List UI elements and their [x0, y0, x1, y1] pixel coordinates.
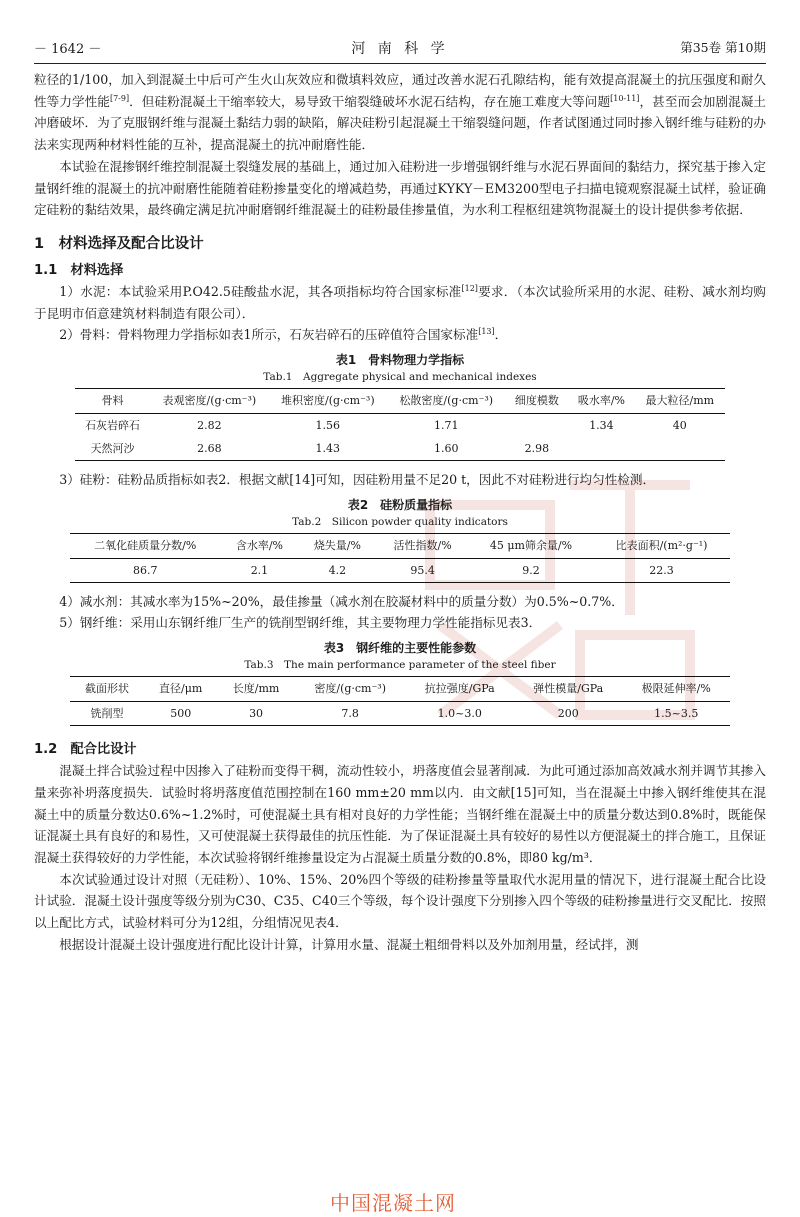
table-3-caption: 表3 钢纤维的主要性能参数 — [323, 641, 477, 656]
table-cell: 天然河沙 — [75, 437, 150, 461]
table-header: 截面形状 — [70, 677, 144, 702]
materials-aggregate: 2）骨料：骨料物理力学指标如表1所示，石灰岩碎石的压碎值符合国家标准[13]． — [59, 327, 508, 343]
table-header: 45 μm筛余量/% — [469, 533, 593, 558]
table-cell — [568, 437, 634, 461]
table-3 — [70, 676, 730, 726]
table-1-block — [34, 351, 766, 461]
table-1 — [75, 388, 725, 461]
table-cell: 1.0~3.0 — [406, 702, 514, 726]
table-cell: 4.2 — [298, 558, 376, 582]
table-cell: 86.7 — [70, 558, 220, 582]
table-row — [75, 437, 725, 461]
table-2-block — [34, 496, 766, 583]
table-2-caption-en: Tab.2 Silicon powder quality indicators — [292, 515, 508, 528]
mix-design-paragraph-1: 混凝土拌合试验过程中因掺入了硅粉而变得干稠，流动性较小，坍落度值会显著削减．为此可通过添加高效减水剂并调节其掺入量来弥补坍落度损失．试验时将坍落度值范围控制在160 mm±20 mm以内．由文献[15]可知，当在混凝土中掺入钢纤维使其在混凝土中的质量分数达0.6%~1.2%时，可使混凝土具有相对良好的力学性能；当钢纤维在混凝土中的质量分数达到0.8%时，既能保证混凝土具有良好的和易性，又可使混凝土获得最佳的抗压性能．为了保证混凝土具有较好的易性以方便混凝土的拌合施工，且保证混凝土获得较好的力学性能，本次试验将钢纤维掺量设定为占混凝土质量分数的0.8%，即80 kg/m³． — [34, 763, 766, 865]
table-cell: 1.34 — [589, 419, 614, 433]
table-cell: 1.5~3.5 — [623, 702, 731, 726]
table-cell: 200 — [514, 702, 622, 726]
materials-cement: 1）水泥：本试验采用P.O42.5硅酸盐水泥，其各项指标均符合国家标准[12]要求．（本次试验所采用的水泥、硅粉、减水剂均购于昆明市佰意建筑材料制造有限公司）． — [34, 283, 766, 321]
running-header — [34, 38, 766, 60]
table-cell: 500 — [144, 702, 217, 726]
table-row — [75, 414, 725, 438]
table-header: 骨料 — [75, 389, 150, 414]
header-rule — [34, 63, 766, 64]
table-header: 松散密度/(g·cm⁻³) — [387, 389, 505, 414]
table-header: 最大粒径/mm — [635, 389, 725, 414]
table-header: 直径/μm — [144, 677, 217, 702]
table-cell: 22.3 — [593, 558, 730, 582]
table-cell: 9.2 — [469, 558, 593, 582]
table-header: 极限延伸率/% — [623, 677, 731, 702]
table-row — [70, 702, 730, 726]
table-header: 烧失量/% — [298, 533, 376, 558]
section-heading-1-2: 1.2 配合比设计 — [34, 742, 137, 758]
table-cell: 95.4 — [376, 558, 468, 582]
table-cell: 30 — [217, 702, 295, 726]
table-header: 二氧化硅质量分数/% — [70, 533, 220, 558]
table-3-block — [34, 639, 766, 726]
table-header: 表观密度/(g·cm⁻³) — [150, 389, 268, 414]
table-cell: 1.60 — [387, 437, 505, 461]
table-cell: 石灰岩碎石 — [85, 419, 141, 433]
table-cell: 2.1 — [220, 558, 298, 582]
table-header: 吸水率/% — [568, 389, 634, 414]
section-heading-1: 1 材料选择及配合比设计 — [34, 235, 204, 252]
table-header: 堆积密度/(g·cm⁻³) — [269, 389, 387, 414]
table-cell: 1.56 — [315, 419, 341, 433]
materials-silica-fume: 3）硅粉：硅粉品质指标如表2．根据文献[14]可知，因硅粉用量不足20 t，因此不对硅粉进行均匀性检测． — [59, 472, 656, 488]
mix-design-paragraph-3: 根据设计混凝土设计强度进行配比设计计算，计算用水量、混凝土粗细骨料以及外加剂用量，经试拌，测 — [59, 936, 639, 952]
section-heading-1-1: 1.1 材料选择 — [34, 262, 124, 278]
mix-design-paragraph-2: 本次试验通过设计对照（无硅粉）、10%、15%、20%四个等级的硅粉掺量等量取代水泥用量的情况下，进行混凝土配合比设计试验．混凝土设计强度等级分别为C30、C35、C40三个等级，每个设计强度下分别掺入四个等级的硅粉掺量进行交叉配比．按照以上配比方式，试验材料可分为12组，分组情况见表4． — [34, 871, 766, 931]
journal-name: 河 南 科 学 — [351, 41, 449, 57]
table-cell: 铣削型 — [70, 702, 144, 726]
article-body — [34, 69, 766, 955]
table-cell: 2.98 — [505, 437, 568, 461]
intro-paragraph-1: 粒径的1/100，加入到混凝土中后可产生火山灰效应和微填料效应，通过改善水泥石孔隙结构，能有效提高混凝土的抗压强度和耐久性等力学性能[7-9]．但硅粉混凝土干缩率较大，易导致干缩裂缝破坏水泥石结构，存在施工难度大等问题[10-11]，甚至而会加剧混凝土冲磨破坏．为了克服钢纤维与混凝土黏结力弱的缺陷，解决硅粉引起混凝土干缩裂缝问题，作者试图通过同时掺入钢纤维与硅粉的办法来实现两种材料性能的互补，提高混凝土的抗冲耐磨性能． — [34, 72, 767, 153]
table-header: 活性指数/% — [376, 533, 468, 558]
table-2-caption: 表2 硅粉质量指标 — [347, 497, 453, 512]
table-header: 密度/(g·cm⁻³) — [295, 677, 406, 702]
volume-issue: 第35卷 第10期 — [680, 40, 766, 55]
table-header: 长度/mm — [217, 677, 295, 702]
table-header: 弹性模量/GPa — [514, 677, 622, 702]
site-watermark: 中国混凝土网 — [330, 1191, 456, 1215]
table-1-caption-en: Tab.1 Aggregate physical and mechanical indexes — [263, 371, 537, 384]
table-header: 含水率/% — [220, 533, 298, 558]
table-header: 细度模数 — [505, 389, 568, 414]
table-cell: 7.8 — [295, 702, 406, 726]
table-cell: 2.82 — [197, 419, 222, 433]
table-cell — [505, 414, 568, 438]
table-row — [70, 558, 730, 582]
page-number: － 1642 － — [34, 42, 102, 57]
table-cell: 2.68 — [150, 437, 268, 461]
table-2 — [70, 533, 730, 583]
table-cell: 1.71 — [434, 419, 459, 433]
table-1-caption: 表1 骨料物理力学指标 — [335, 353, 465, 368]
table-header: 抗拉强度/GPa — [406, 677, 514, 702]
table-3-caption-en: Tab.3 The main performance parameter of the steel fiber — [244, 659, 556, 672]
table-cell: 1.43 — [269, 437, 387, 461]
table-cell — [635, 437, 725, 461]
table-cell: 40 — [672, 419, 687, 433]
materials-steel-fiber: 5）钢纤维：采用山东钢纤维厂生产的铣削型钢纤维，其主要物理力学性能指标见表3． — [59, 615, 542, 631]
intro-paragraph-2: 本试验在混掺钢纤维控制混凝土裂缝发展的基础上，通过加入硅粉进一步增强钢纤维与水泥石界面间的黏结力，探究基于掺入定量钢纤维的混凝土的抗冲耐磨性能随着硅粉掺量变化的增减趋势，再通过KYKY－EM3200型电子扫描电镜观察混凝土试样，验证确定硅粉的黏结效果，最终确定满足抗冲耐磨钢纤维混凝土的硅粉最佳掺量值，为水利工程枢纽建筑物混凝土的设计提供参考依据． — [34, 158, 766, 218]
materials-superplasticizer: 4）减水剂：其减水率为15%~20%，最佳掺量（减水剂在胶凝材料中的质量分数）为0.5%~0.7%． — [59, 593, 624, 609]
table-header: 比表面积/(m²·g⁻¹) — [593, 533, 730, 558]
